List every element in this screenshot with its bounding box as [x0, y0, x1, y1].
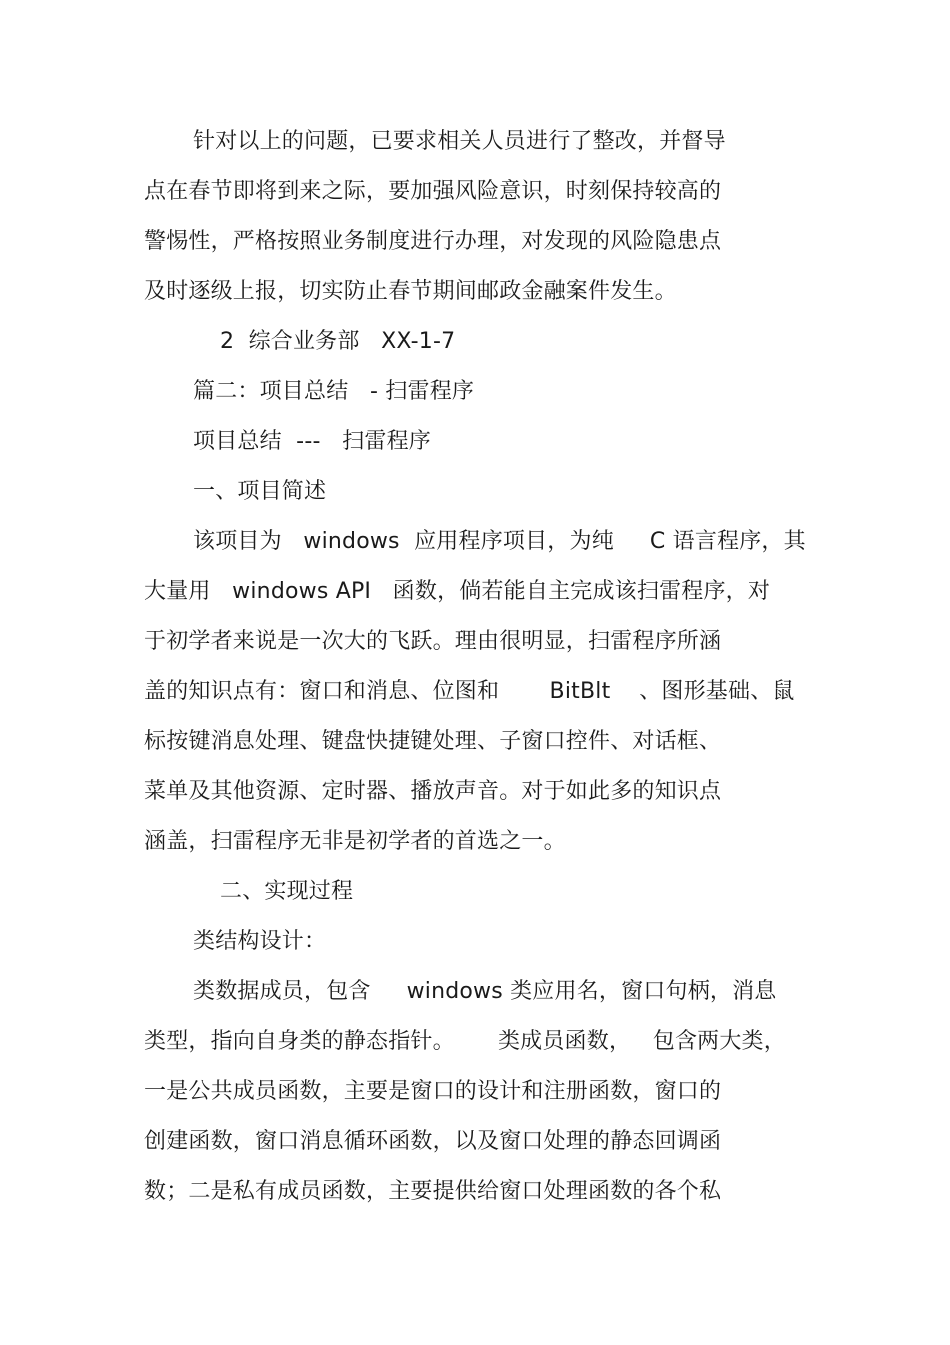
document-title: 项目总结 --- 扫雷程序 [193, 429, 431, 454]
paragraph-line: 类数据成员，包含 windows 类应用名，窗口句柄，消息 [193, 979, 777, 1004]
paragraph-line: 创建函数，窗口消息循环函数，以及窗口处理的静态回调函 [144, 1129, 722, 1154]
paragraph-line: 警惕性，严格按照业务制度进行办理，对发现的风险隐患点 [144, 229, 722, 254]
section-heading: 篇二：项目总结 - 扫雷程序 [193, 379, 475, 404]
paragraph-line: 标按键消息处理、键盘快捷键处理、子窗口控件、对话框、 [144, 729, 722, 754]
paragraph-line: 数；二是私有成员函数，主要提供给窗口处理函数的各个私 [144, 1179, 722, 1204]
paragraph-line: 于初学者来说是一次大的飞跃。理由很明显，扫雷程序所涵 [144, 629, 722, 654]
paragraph-line: 类型，指向自身类的静态指针。 类成员函数， 包含两大类， [144, 1029, 786, 1054]
paragraph-line: 针对以上的问题，已要求相关人员进行了整改，并督导 [193, 129, 726, 154]
paragraph-line: 大量用 windows API 函数，倘若能自主完成该扫雷程序，对 [144, 579, 771, 604]
paragraph-line: 一是公共成员函数，主要是窗口的设计和注册函数，窗口的 [144, 1079, 722, 1104]
section-heading: 二、实现过程 [220, 879, 354, 904]
section-heading: 一、项目简述 [193, 479, 327, 504]
paragraph-line: 盖的知识点有：窗口和消息、位图和 BitBlt 、图形基础、鼠 [144, 679, 795, 704]
paragraph-line: 菜单及其他资源、定时器、播放声音。对于如此多的知识点 [144, 779, 722, 804]
paragraph-line: 及时逐级上报，切实防止春节期间邮政金融案件发生。 [144, 279, 677, 304]
subsection-heading: 类结构设计： [193, 929, 327, 954]
signature-line: 2 综合业务部 XX-1-7 [220, 329, 456, 354]
paragraph-line: 该项目为 windows 应用程序项目，为纯 C 语言程序，其 [193, 529, 806, 554]
paragraph-line: 点在春节即将到来之际，要加强风险意识，时刻保持较高的 [144, 179, 722, 204]
paragraph-line: 涵盖，扫雷程序无非是初学者的首选之一。 [144, 829, 566, 854]
